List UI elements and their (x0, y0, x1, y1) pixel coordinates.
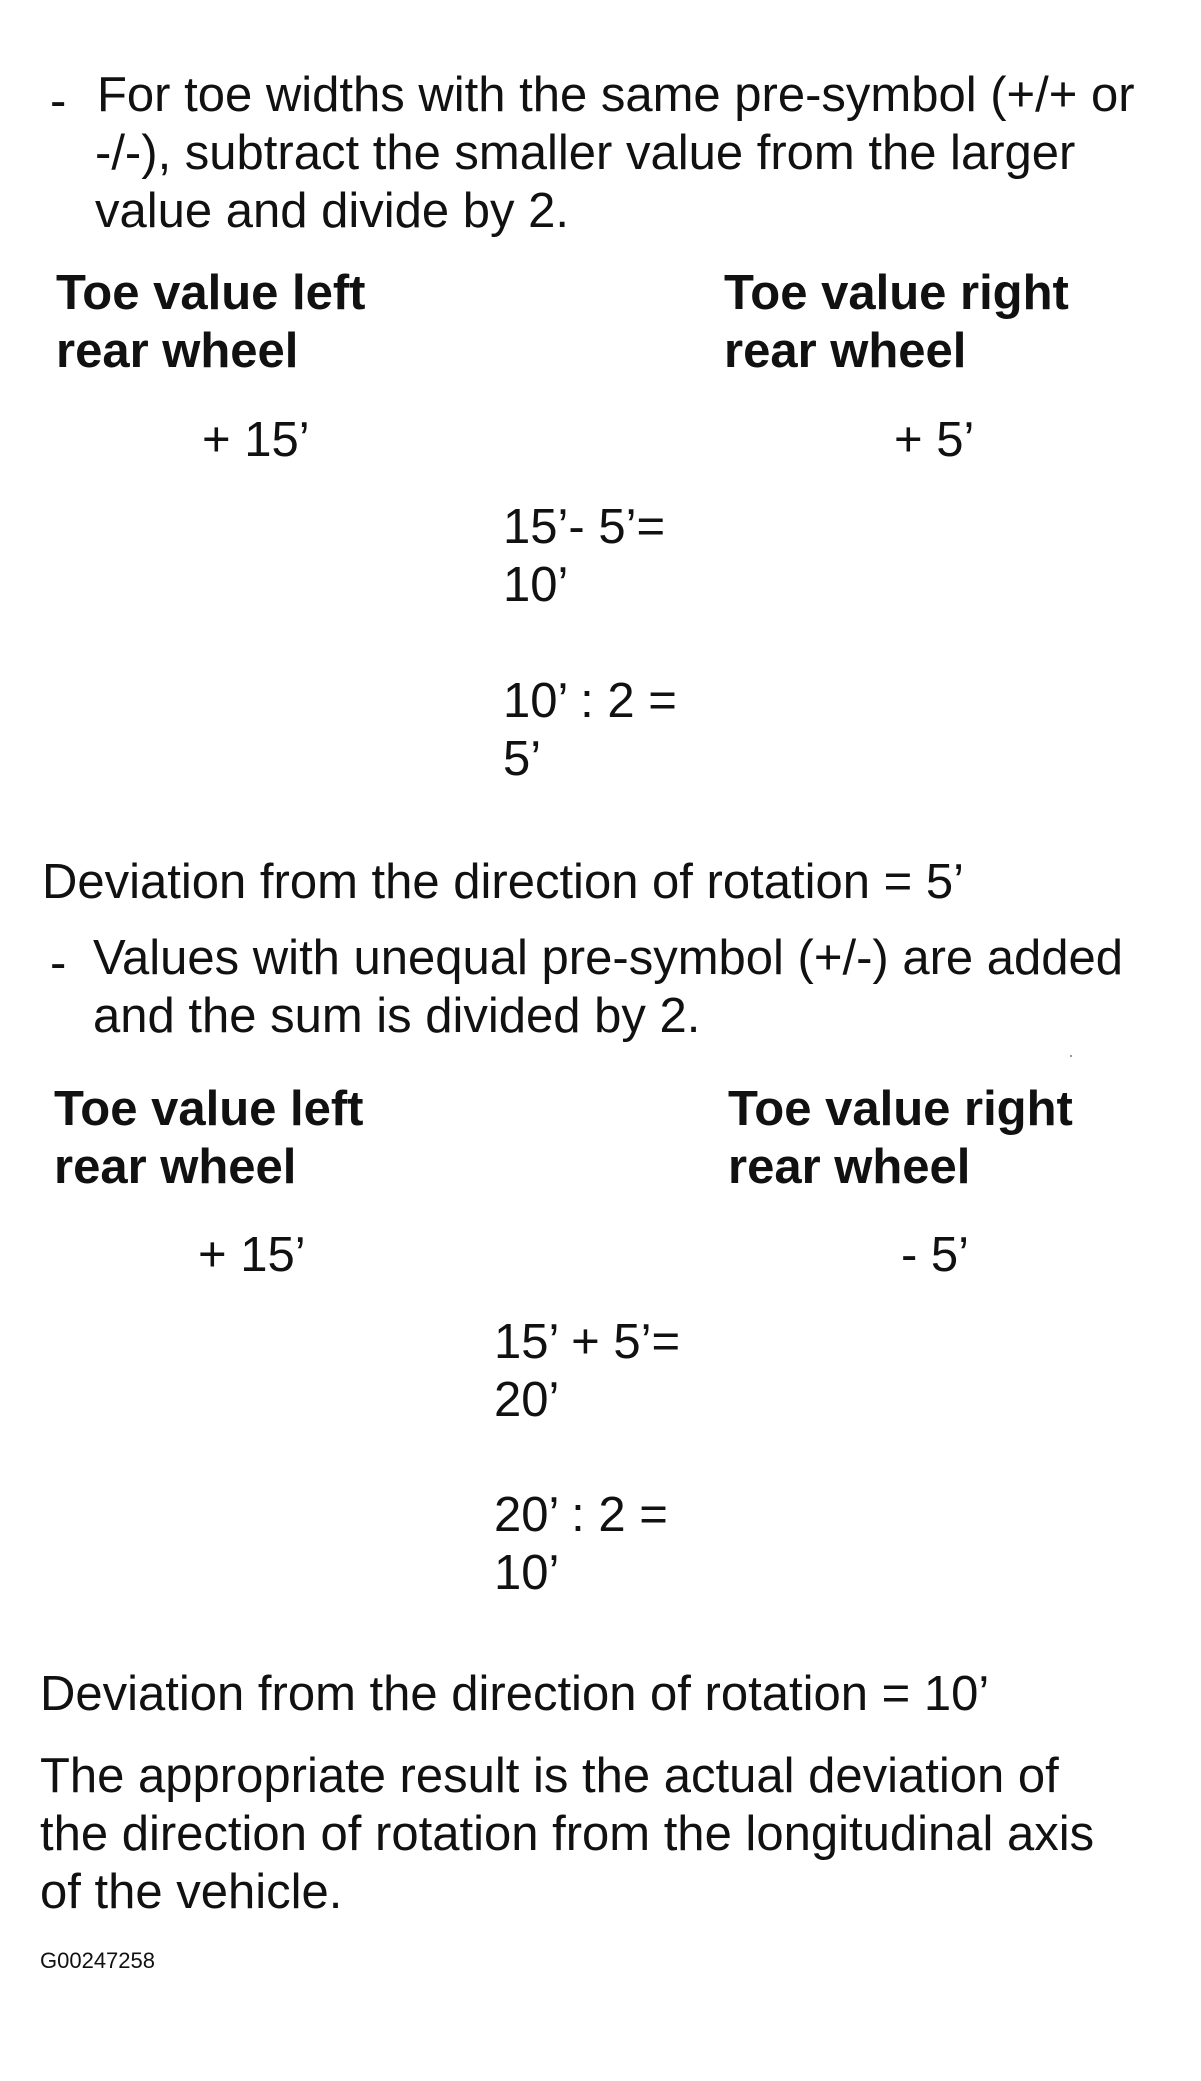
right-header-line-1: Toe value right (724, 266, 1069, 320)
conclusion-line-1: The appropriate result is the actual deviation of (40, 1749, 1059, 1803)
calc-division-result: 10’ (494, 1546, 560, 1600)
calc-addition-result: 20’ (494, 1373, 560, 1427)
deviation-result-1: Deviation from the direction of rotation = 5’ (42, 855, 964, 909)
left-header-line-2: rear wheel (56, 324, 299, 378)
left-header-line-1: Toe value left (56, 266, 366, 320)
bullet-dash-2: - (50, 936, 67, 990)
bullet-dash-1: - (50, 74, 67, 128)
right-header-line-2: rear wheel (724, 324, 967, 378)
calc-addition: 15’ + 5’= (494, 1315, 681, 1369)
left-toe-value: + 15’ (198, 1228, 306, 1282)
right-header-line-1: Toe value right (728, 1082, 1073, 1136)
calc-division-result: 5’ (503, 732, 542, 786)
deviation-result-2: Deviation from the direction of rotation = 10’ (40, 1667, 990, 1721)
instruction-line-2: -/-), subtract the smaller value from the larger (95, 126, 1076, 180)
conclusion-line-2: the direction of rotation from the longitudinal axis (40, 1807, 1095, 1861)
left-header-line-1: Toe value left (54, 1082, 364, 1136)
speck-mark (1070, 1055, 1072, 1057)
calc-division: 10’ : 2 = (503, 674, 677, 728)
left-toe-value: + 15’ (202, 413, 310, 467)
conclusion-line-3: of the vehicle. (40, 1865, 343, 1919)
instruction-line-2: and the sum is divided by 2. (93, 989, 701, 1043)
right-toe-value: + 5’ (894, 413, 975, 467)
right-header-line-2: rear wheel (728, 1140, 971, 1194)
calc-subtraction-result: 10’ (503, 558, 569, 612)
figure-code: G00247258 (40, 1948, 155, 1973)
calc-subtraction: 15’- 5’= (503, 500, 666, 554)
right-toe-value: - 5’ (901, 1228, 970, 1282)
instruction-line-1: For toe widths with the same pre-symbol (+/+ or (97, 68, 1135, 122)
instruction-line-1: Values with unequal pre-symbol (+/-) are added (93, 931, 1124, 985)
instruction-line-3: value and divide by 2. (95, 184, 569, 238)
left-header-line-2: rear wheel (54, 1140, 297, 1194)
calc-division: 20’ : 2 = (494, 1488, 668, 1542)
